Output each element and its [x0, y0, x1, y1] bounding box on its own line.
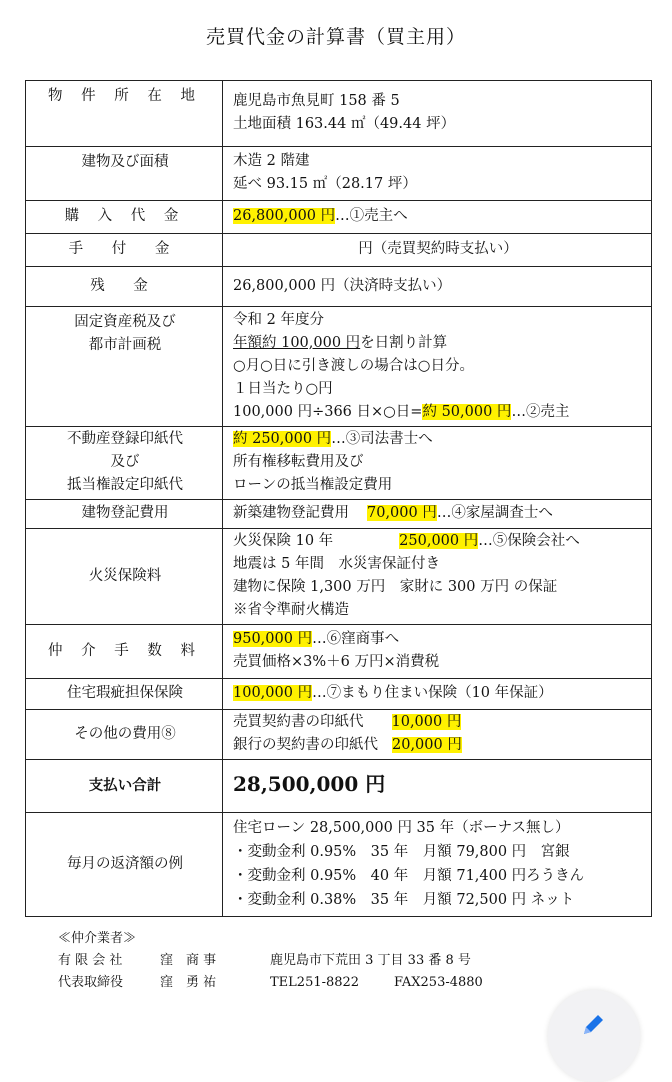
- broker-company-row: [58, 950, 483, 972]
- row-registration: [26, 427, 652, 500]
- company-name: 窪 商 事: [160, 953, 217, 968]
- other-line1: [233, 711, 643, 734]
- label-deposit: 手 付 金: [26, 234, 223, 267]
- value-monthly: [223, 813, 652, 917]
- label-warranty: 住宅瑕疵担保保険: [26, 679, 223, 710]
- label-monthly: 毎月の返済額の例: [26, 813, 223, 917]
- insurance-note: …⑤保険会社へ: [478, 533, 580, 549]
- value-building: [223, 147, 652, 201]
- label-registration-line3: 抵当権設定印紙代: [67, 477, 183, 493]
- broker-footer: [58, 928, 483, 994]
- label-building: 建物及び面積: [26, 147, 223, 201]
- insurance-term: 火災保険 10 年: [233, 533, 334, 549]
- representative-role: 代表取締役: [58, 975, 124, 990]
- commission-note: …⑥窪商事へ: [312, 631, 400, 647]
- registration-amount: 約 250,000 円: [233, 431, 332, 447]
- row-purchase: [26, 201, 652, 234]
- edit-fab-button[interactable]: [548, 990, 640, 1082]
- row-insurance: [26, 529, 652, 625]
- commission-amount: 950,000 円: [233, 631, 313, 647]
- label-building-registration: 建物登記費用: [26, 500, 223, 529]
- land-area: 土地面積 163.44 ㎡（49.44 坪）: [233, 116, 456, 132]
- row-monthly: [26, 813, 652, 917]
- commission-formula: 売買価格×3%＋6 万円×消費税: [233, 654, 440, 670]
- tax-year: 令和 2 年度分: [233, 311, 324, 328]
- building-type: 木造 2 階建: [233, 153, 310, 169]
- insurance-structure: ※省令準耐火構造: [233, 602, 349, 618]
- purchase-note: …①売主へ: [335, 208, 408, 224]
- pencil-icon: [578, 1010, 608, 1040]
- other-bank-amount: 20,000 円: [392, 737, 462, 753]
- loan-summary: 住宅ローン 28,500,000 円 35 年（ボーナス無し）: [233, 820, 570, 836]
- label-other: その他の費用⑧: [26, 710, 223, 760]
- label-registration-line2: 及び: [110, 454, 140, 470]
- value-other: [223, 710, 652, 760]
- company-type: 有 限 会 社: [58, 953, 123, 968]
- insurance-amount: 250,000 円: [399, 533, 479, 549]
- insurance-coverage: 建物に保険 1,300 万円 家財に 300 万円 の保証: [233, 579, 558, 595]
- representative-name: 窪 勇 祐: [160, 975, 217, 990]
- other-bank-stamp: 銀行の契約書の印紙代: [233, 737, 378, 753]
- insurance-line1: [233, 530, 643, 553]
- value-purchase: [223, 201, 652, 234]
- property-address: 鹿児島市魚見町 158 番 5: [233, 93, 400, 109]
- row-property: [26, 81, 652, 147]
- row-total: [26, 760, 652, 813]
- row-balance: [26, 267, 652, 307]
- label-balance: 残 金: [26, 267, 223, 307]
- label-total: 支払い合計: [26, 760, 223, 813]
- value-building-registration: [223, 500, 652, 529]
- value-registration: [223, 427, 652, 500]
- registration-note: …③司法書士へ: [331, 431, 433, 447]
- label-tax: [26, 307, 223, 427]
- row-building: [26, 147, 652, 201]
- insurance-earthquake: 地震は 5 年間 水災害保証付き: [233, 556, 440, 572]
- value-total: [223, 760, 652, 813]
- value-balance: 26,800,000 円（決済時支払い）: [223, 267, 652, 307]
- warranty-amount: 100,000 円: [233, 685, 313, 701]
- tax-annual-amount: 年額約 100,000 円: [233, 334, 361, 351]
- tax-formula-post: …②売主: [511, 403, 570, 420]
- value-deposit: 円（売買契約時支払い）: [223, 234, 652, 267]
- registration-amount-line: [233, 428, 643, 451]
- label-registration: [26, 427, 223, 500]
- commission-amount-line: [233, 628, 643, 651]
- tax-formula: [233, 401, 643, 424]
- calculation-table: [25, 80, 652, 917]
- value-insurance: [223, 529, 652, 625]
- company-tel: TEL251-8822: [270, 975, 360, 990]
- tax-delivery-note: ○月○日に引き渡しの場合は○日分。: [233, 357, 474, 374]
- tax-formula-amount: 約 50,000 円: [422, 403, 512, 420]
- broker-person-row: [58, 972, 483, 994]
- building-reg-amount: 70,000 円: [367, 505, 437, 521]
- label-commission: 仲 介 手 数 料: [26, 625, 223, 679]
- broker-heading: ≪仲介業者≫: [58, 931, 137, 946]
- value-property: [223, 81, 652, 147]
- tax-formula-pre: 100,000 円÷366 日×○日=: [233, 403, 423, 420]
- value-commission: [223, 625, 652, 679]
- label-tax-line2: 都市計画税: [88, 337, 162, 353]
- other-line2: [233, 734, 643, 757]
- tax-annual-rest: を日割り計算: [360, 334, 448, 351]
- row-commission: [26, 625, 652, 679]
- company-fax: FAX253-4880: [394, 975, 483, 990]
- label-purchase: 購 入 代 金: [26, 201, 223, 234]
- total-amount: 28,500,000 円: [233, 771, 386, 796]
- building-reg-note: …④家屋調査士へ: [436, 505, 553, 521]
- row-other: [26, 710, 652, 760]
- row-warranty: [26, 679, 652, 710]
- label-insurance: 火災保険料: [26, 529, 223, 625]
- label-tax-line1: 固定資産税及び: [74, 314, 176, 330]
- other-contract-amount: 10,000 円: [391, 714, 462, 730]
- loan-option-3: ・変動金利 0.38% 35 年 月額 72,500 円 ネット: [233, 892, 575, 908]
- company-address: 鹿児島市下荒田 3 丁目 33 番 8 号: [270, 953, 471, 968]
- tax-per-day: １日当たり○円: [233, 380, 333, 397]
- row-deposit: [26, 234, 652, 267]
- value-warranty: [223, 679, 652, 710]
- label-registration-line1: 不動産登録印紙代: [67, 431, 183, 447]
- floor-area: 延べ 93.15 ㎡（28.17 坪）: [233, 176, 417, 192]
- tax-annual: [233, 332, 643, 355]
- other-contract-stamp: 売買契約書の印紙代: [233, 714, 364, 730]
- warranty-note: …⑦まもり住まい保険（10 年保証）: [312, 685, 553, 701]
- label-property: 物 件 所 在 地: [26, 81, 223, 147]
- building-reg-text: 新築建物登記費用: [233, 505, 349, 521]
- value-tax: [223, 307, 652, 427]
- document-title: 売買代金の計算書（買主用）: [205, 26, 466, 48]
- row-building-registration: [26, 500, 652, 529]
- registration-line3: ローンの抵当権設定費用: [233, 477, 393, 493]
- row-tax: [26, 307, 652, 427]
- loan-option-2: ・変動金利 0.95% 40 年 月額 71,400 円ろうきん: [233, 868, 585, 884]
- registration-line2: 所有権移転費用及び: [233, 454, 364, 470]
- loan-option-1: ・変動金利 0.95% 35 年 月額 79,800 円 宮銀: [233, 844, 570, 860]
- purchase-amount: 26,800,000 円: [233, 208, 336, 224]
